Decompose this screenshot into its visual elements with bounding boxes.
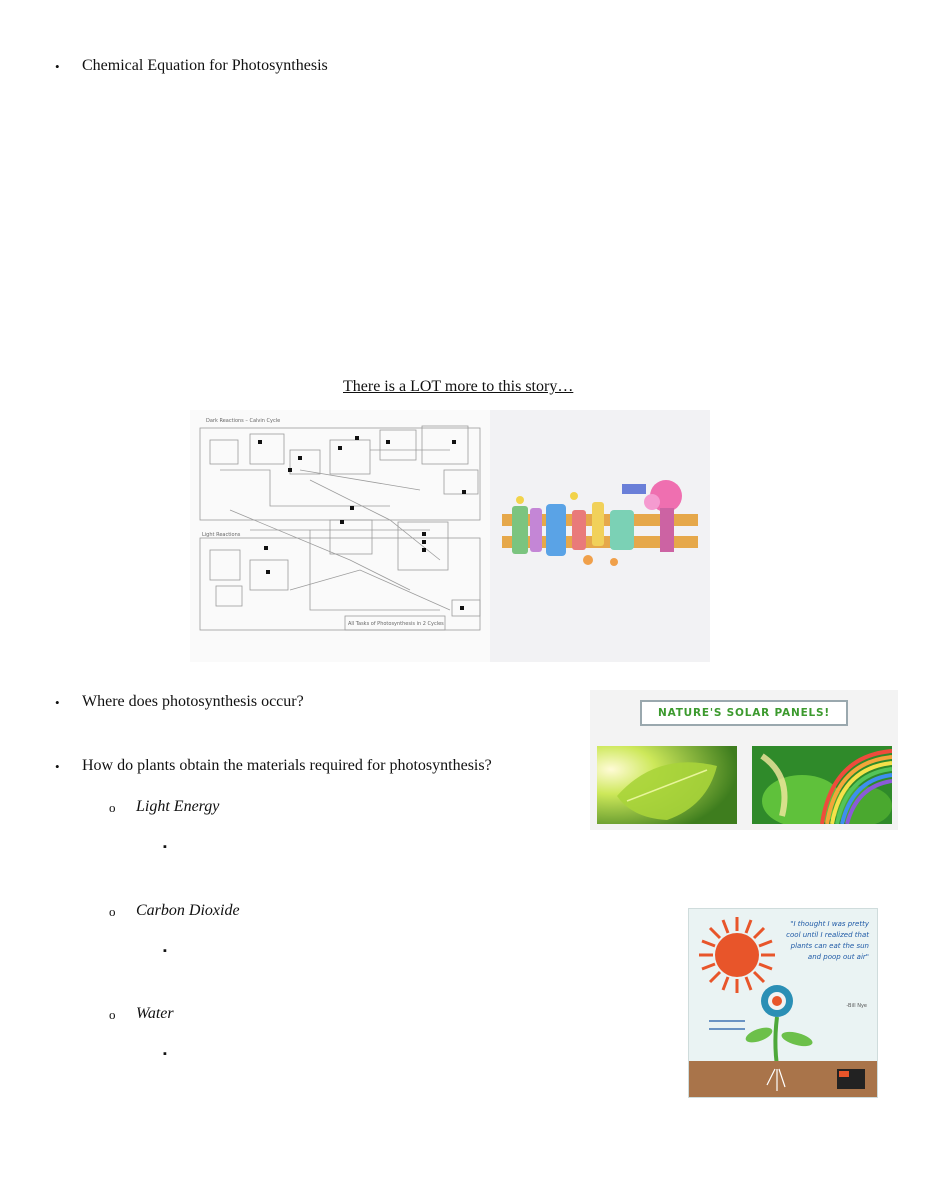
sublist-marker: o: [109, 1007, 116, 1022]
bill-nye-quote-card: [688, 908, 878, 1098]
material-light-energy: Light Energy: [136, 798, 220, 815]
diagram-label-light-reactions: Light Reactions: [202, 532, 241, 538]
sublist-marker: o: [109, 904, 116, 919]
quote-author: -Bill Nye: [846, 1003, 867, 1009]
photosynthesis-diagram-image: [190, 410, 710, 662]
diagram-label-dark-reactions: Dark Reactions – Calvin Cycle: [206, 418, 281, 424]
section-heading-chemical-equation: Chemical Equation for Photosynthesis: [82, 57, 328, 74]
natures-solar-panels-image: [590, 690, 898, 830]
sub-sub-bullet: ▪: [163, 945, 167, 957]
leaf-rainbow-photo: [752, 746, 892, 824]
diagram-caption: There is a LOT more to this story…: [343, 378, 574, 395]
diagram-label-summary: All Tasks of Photosynthesis in 2 Cycles: [348, 621, 444, 627]
list-bullet: •: [55, 695, 60, 710]
material-water: Water: [136, 1005, 174, 1022]
material-carbon-dioxide: Carbon Dioxide: [136, 902, 240, 919]
question-how-obtain-materials: How do plants obtain the materials required for photosynthesis?: [82, 757, 492, 774]
photosynthesis-flowchart-figure: [190, 410, 710, 662]
sublist-marker: o: [109, 800, 116, 815]
sub-sub-bullet: ▪: [163, 841, 167, 853]
question-where-photosynthesis: Where does photosynthesis occur?: [82, 693, 304, 710]
sub-sub-bullet: ▪: [163, 1048, 167, 1060]
list-bullet: •: [55, 759, 60, 774]
list-bullet: •: [55, 59, 60, 74]
leaf-sunlight-photo: [597, 746, 737, 824]
solar-panels-title: NATURE'S SOLAR PANELS!: [640, 700, 848, 726]
quote-text: "I thought I was pretty cool until I realized that plants can eat the sun and poop out air": [786, 920, 869, 961]
